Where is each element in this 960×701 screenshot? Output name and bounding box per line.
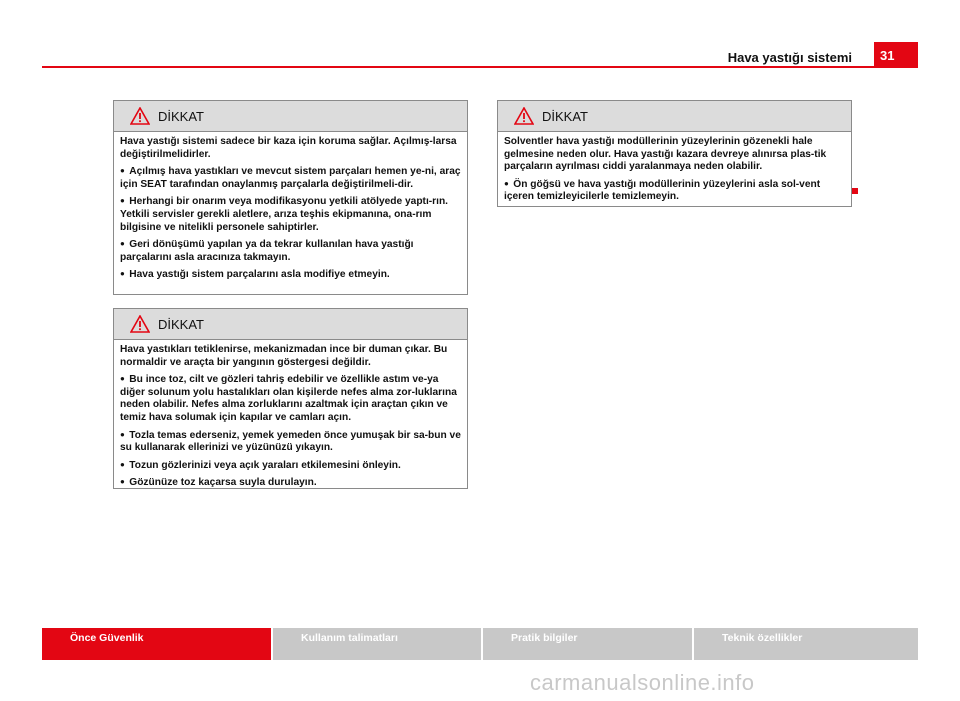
warning-paragraph: Solventler hava yastığı modüllerinin yüzeylerinin gözenekli hale gelmesine neden olur. Hava yastığı kazara devreye alınırsa plas-tik parçaların ayrılması ciddi yaralanmaya neden olabilir. [504,136,827,173]
nav-tab-practical-info[interactable]: Pratik bilgiler [483,628,692,660]
warning-body [114,132,467,290]
header-rule [42,66,874,68]
warning-box-airbag-replacement [113,100,468,295]
warning-bullet: ● Tozla temas ederseniz, yemek yemeden önce yumuşak bir sa-bun ve su kullanarak ellerinizi ve yüzünüzü yıkayın. [120,429,461,455]
warning-triangle-icon [514,107,534,125]
watermark-text: carmanualsonline.info [530,670,755,695]
page-header-title: Hava yastığı sistemi [727,50,852,65]
warning-title: DİKKAT [542,109,588,124]
warning-body [498,132,851,212]
warning-box-airbag-dust [113,308,468,489]
warning-paragraph: Hava yastığı sistemi sadece bir kaza için koruma sağlar. Açılmış-larsa değiştirilmelidirler. [120,136,457,160]
warning-bullet: ● Tozun gözlerinizi veya açık yaraları etkilemesini önleyin. [120,459,461,473]
warning-title: DİKKAT [158,109,204,124]
warning-bullet: ● Bu ince toz, cilt ve gözleri tahriş edebilir ve özellikle astım ve-ya diğer solunum yolu hastalıkları olan kişilerde nefes alma zor-luklarına neden olabilir. Nefes alma zorluklarını azaltmak için araçtan çıkın ve temiz hava solumak için kapılar ve camları açın. [120,373,461,424]
warning-bullet: ● Herhangi bir onarım veya modifikasyonu yetkili atölyede yaptı-rın. Yetkili servisler gerekli aletlere, arıza teşhis ekipmanına, ona-rım bilgisine ve nitelikli personele sahiptirler. [120,195,461,234]
warning-box-solvents [497,100,852,207]
section-end-marker [852,188,858,194]
warning-triangle-icon [130,315,150,333]
nav-tab-safety[interactable]: Önce Güvenlik [42,628,271,660]
warning-bullet: ● Gözünüze toz kaçarsa suyla durulayın. [120,476,461,490]
warning-triangle-icon [130,107,150,125]
warning-header [498,101,851,132]
chapter-nav [42,628,918,660]
warning-body [114,340,467,498]
warning-header [114,101,467,132]
warning-bullet: ● Açılmış hava yastıkları ve mevcut sistem parçaları hemen ye-ni, araç için SEAT tarafından onaylanmış parçalarla değiştirilmeli-dir. [120,165,461,191]
warning-title: DİKKAT [158,317,204,332]
warning-bullet: ● Ön göğsü ve hava yastığı modüllerinin yüzeylerini asla sol-vent içeren temizleyicilerle temizlemeyin. [504,178,845,204]
warning-paragraph: Hava yastıkları tetiklenirse, mekanizmadan ince bir duman çıkar. Bu normaldir ve araçta bir yangının göstergesi değildir. [120,344,448,368]
nav-tab-operating-instructions[interactable]: Kullanım talimatları [273,628,481,660]
warning-header [114,309,467,340]
warning-bullet: ● Hava yastığı sistem parçalarını asla modifiye etmeyin. [120,268,461,282]
warning-bullet: ● Geri dönüşümü yapılan ya da tekrar kullanılan hava yastığı parçalarını asla aracınıza takmayın. [120,238,461,264]
nav-tab-technical-specs[interactable]: Teknik özellikler [694,628,918,660]
page-number: 31 [874,42,918,68]
